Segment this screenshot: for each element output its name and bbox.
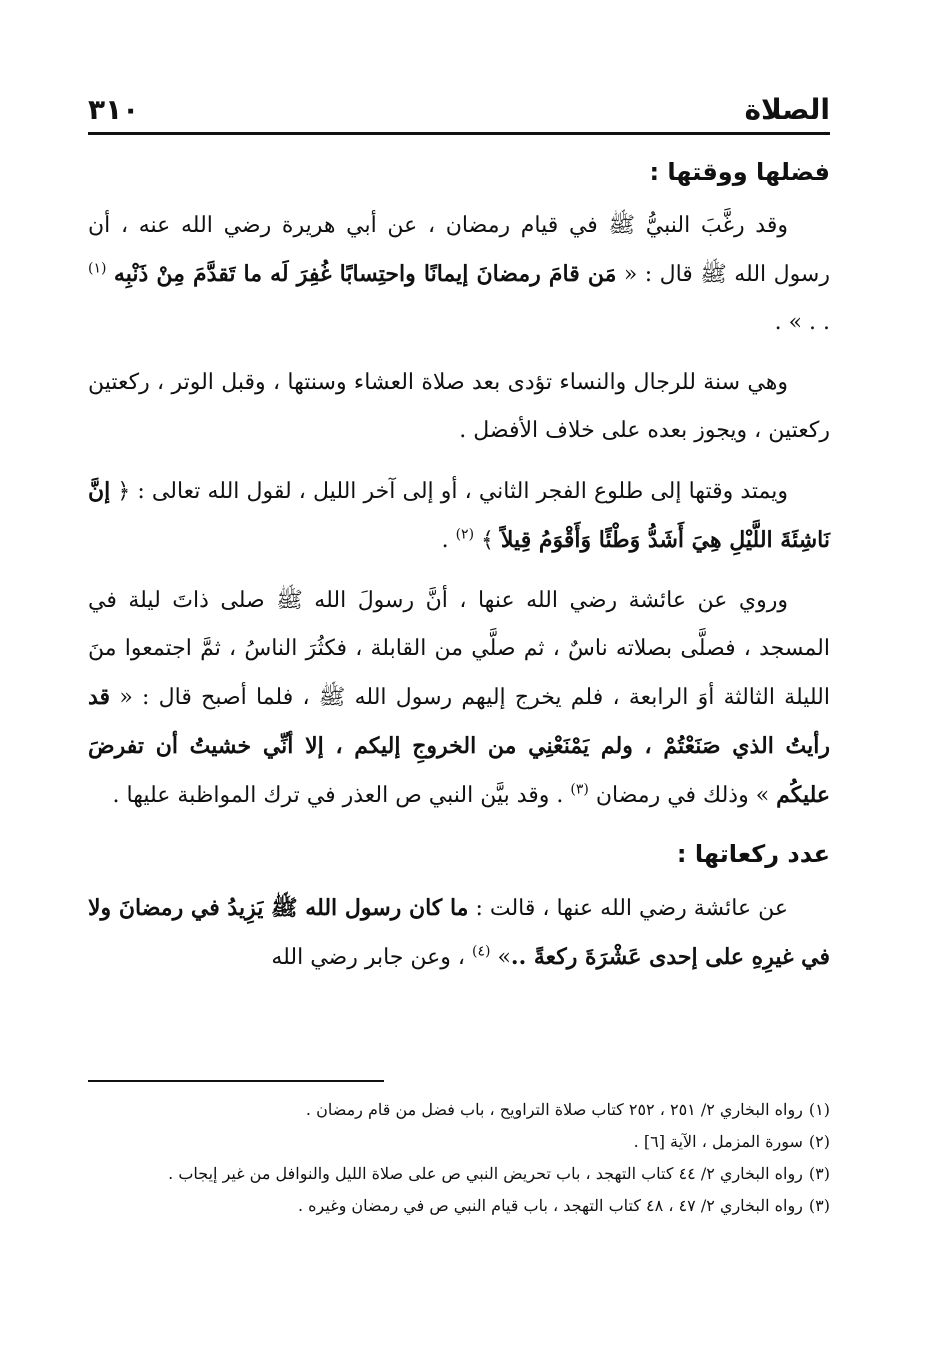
footnote	[88, 1190, 830, 1222]
quoted-text: إنَّ نَاشِئَةَ اللَّيْلِ هِيَ أَشَدُّ وَطْئًا وَأَقْوَمُ قِيلاً	[88, 478, 830, 553]
footnote-text: رواه البخاري ٢/ ٤٤ كتاب التهجد ، باب تحريض النبي ص على صلاة الليل والنوافل من غير إيجاب .	[168, 1164, 803, 1183]
footnote-reference: (١)	[88, 260, 107, 277]
main-text	[88, 150, 830, 994]
footnote-text: سورة المزمل ، الآية [٦] .	[633, 1132, 803, 1151]
quoted-text: قد رأيتُ الذي صَنَعْتُمْ ، ولم يَمْنَعْنِي من الخروجِ إليكم ، إلا أنِّي خشيتُ أن تفرضَ عليكُم	[88, 684, 830, 808]
text-segment: »	[490, 945, 511, 970]
footnote-text: رواه البخاري ٢/ ٤٧ ، ٤٨ كتاب التهجد ، باب قيام النبي ص في رمضان وغيره .	[298, 1196, 803, 1215]
quoted-text: ما كان رسول الله ﷺ يَزِيدُ في رمضانَ ولا في غيرِهِ على إحدى عَشْرَةَ ركعةً ..	[88, 895, 830, 970]
text-segment: . وقد بيَّن النبي ص العذر في ترك المواظبة عليها .	[112, 783, 571, 808]
page-number: ٣١٠	[88, 93, 140, 126]
footnotes	[88, 1094, 830, 1222]
text-segment: ﴾	[474, 528, 501, 553]
text-segment: .	[441, 528, 456, 553]
text-segment: وقد رغَّبَ النبيُّ ﷺ في قيام رمضان ، عن أبي هريرة رضي الله عنه ، أن رسول الله ﷺ قال : «	[88, 213, 830, 287]
text-segment: . . » .	[774, 310, 830, 335]
text-segment: وهي سنة للرجال والنساء تؤدى بعد صلاة العشاء وسنتها ، وقبل الوتر ، ركعتين ركعتين ، ويجوز بعده على خلاف الأفضل .	[88, 370, 830, 443]
footnote-text: رواه البخاري ٢/ ٢٥١ ، ٢٥٢ كتاب صلاة التراويح ، باب فضل من قام رمضان .	[305, 1100, 803, 1119]
text-segment: عن عائشة رضي الله عنها ، قالت :	[468, 896, 788, 921]
paragraph	[88, 467, 830, 565]
section-heading: فضلها ووقتها :	[649, 158, 830, 186]
footnote-reference: (٣)	[570, 781, 589, 798]
footnote-number: (٢)	[808, 1132, 830, 1151]
footnote-number: (٣)	[808, 1196, 830, 1215]
paragraph	[88, 577, 830, 820]
footnote-divider	[88, 1080, 384, 1082]
footnote-number: (٣)	[808, 1164, 830, 1183]
footnote	[88, 1158, 830, 1190]
paragraph	[88, 884, 830, 982]
section-heading: عدد ركعاتها :	[676, 840, 830, 868]
text-segment: » وذلك في رمضان	[588, 783, 777, 808]
footnote	[88, 1094, 830, 1126]
text-segment	[106, 262, 113, 287]
page-header	[88, 74, 830, 124]
footnote-number: (١)	[808, 1100, 830, 1119]
footnote	[88, 1126, 830, 1158]
book-page	[88, 0, 830, 1352]
paragraph	[88, 202, 830, 347]
paragraph	[88, 359, 830, 455]
text-segment: ، وعن جابر رضي الله	[271, 945, 472, 970]
header-divider	[88, 132, 830, 135]
chapter-title: الصلاة	[744, 93, 830, 126]
footnote-reference: (٤)	[471, 943, 491, 960]
text-segment: وروي عن عائشة رضي الله عنها ، أنَّ رسولَ الله ﷺ صلى ذاتَ ليلة في المسجد ، فصلَّى بصلاته ناسٌ ، ثم صلَّي من القابلة ، فكثُرَ الناسُ ، ثمَّ اجتمعوا منَ الليلة الثالثة أوَ الرابعة ، فلم يخرج إليهم رسول الله ﷺ ، فلما أصبح قال : «	[88, 588, 830, 710]
footnote-reference: (٢)	[455, 526, 475, 543]
text-segment: ويمتد وقتها إلى طلوع الفجر الثاني ، أو إلى آخر الليل ، لقول الله تعالى : ﴿	[110, 479, 788, 504]
quoted-text: مَن قامَ رمضانَ إيمانًا واحتِسابًا غُفِرَ لَه ما تَقدَّمَ مِنْ ذَنْبِه	[113, 261, 617, 287]
